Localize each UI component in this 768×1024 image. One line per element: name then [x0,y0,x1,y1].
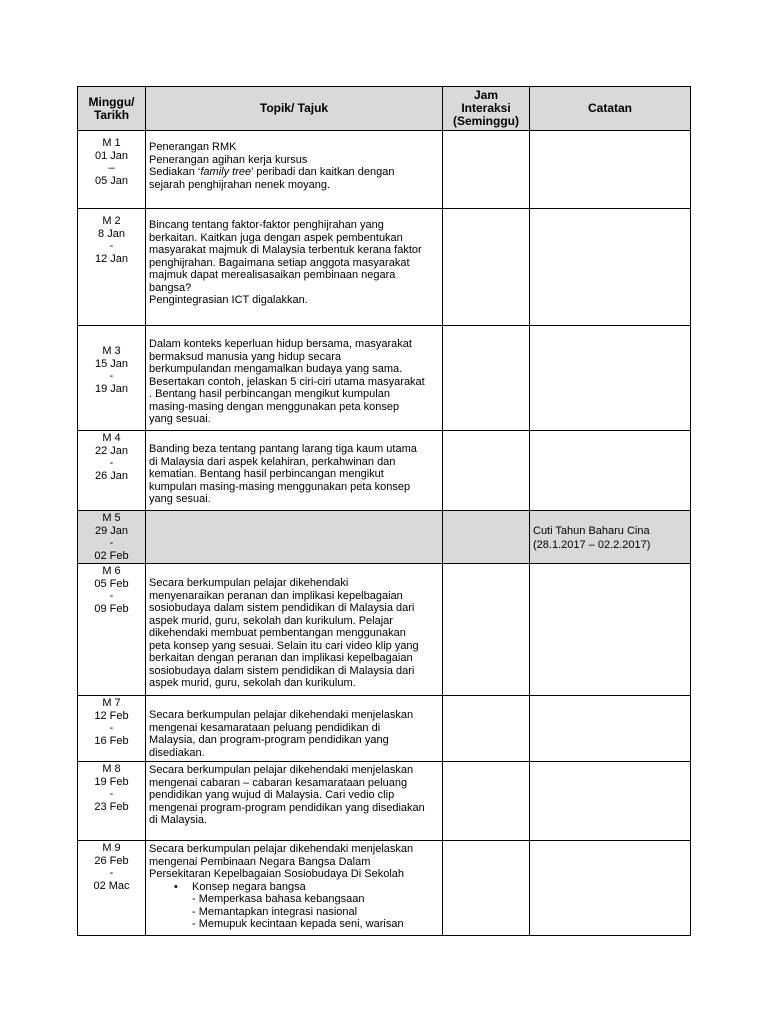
topic-line: majmuk dapat merealisasaikan pembinaan negara [149,269,396,281]
topic-line: aspek murid, guru, sekolah dan kurikulum. [149,677,356,689]
topic-line: peta konsep yang sesuai. Selain itu cari video klip yang [149,639,419,652]
week-number: M 1 [102,137,121,149]
topic-line: bangsa? [149,281,192,294]
topic-line: mengenai cabaran – cabaran kesamarataan peluang [149,776,408,789]
topic-line: pendidikan yang wujud di Malaysia. Cari vedio clip [149,789,395,801]
hours-cell [443,326,530,431]
topic-line: di Malaysia. [149,814,208,826]
topic-line: Penerangan RMK [149,141,237,153]
week-start: 01 Jan [94,149,129,162]
notes-cell [530,696,691,762]
topic-line: Banding beza tentang pantang larang tiga kaum utama [149,443,417,455]
week-end: 02 Mac [93,879,130,892]
week-end: 12 Jan [94,252,129,265]
hours-cell [443,431,530,511]
topic-bullet-list [149,881,440,894]
topic-line: Secara berkumpulan pelajar dikehendaki menjelaskan [149,843,414,855]
hours-cell [443,511,530,564]
table-row [78,131,691,209]
topic-line: mengenai Pembinaan Negara Bangsa Dalam [149,855,371,868]
header-week-line-2: Tarikh [93,107,130,122]
notes-cell [530,564,691,696]
weekly-schedule-table [77,86,691,936]
week-cell [78,696,146,762]
topic-line: masyarakat majmuk di Malaysia terbentuk kerana faktor [149,244,422,256]
topic-cell [146,131,443,209]
week-end: 16 Feb [94,734,129,747]
header-topic: Topik/ Tajuk [146,87,443,131]
week-start: 22 Jan [94,444,129,457]
topic-line: yang sesuai. [149,413,211,425]
notes-cell [530,326,691,431]
topic-line: di Malaysia dari aspek kelahiran, perkahwinan dan [149,455,396,468]
week-end: 26 Jan [94,469,129,482]
header-hours-line-3: (Seminggu) [453,114,519,128]
topic-line [149,166,440,179]
topic-line: Penerangan agihan kerja kursus [149,153,308,166]
week-sep: – [108,162,115,174]
topic-line: bermaksud manusia yang hidup secara [149,350,342,363]
topic-cell [146,762,443,841]
table-row [78,431,691,511]
week-sep: - [109,722,114,734]
week-cell [78,431,146,511]
bullet-item: • Konsep negara bangsa [149,881,440,894]
topic-line: masing-masing dengan menggunakan peta konsep [149,400,400,413]
week-start: 12 Feb [94,709,129,722]
week-cell [78,511,146,564]
topic-text: Sediakan ‘ [149,166,201,178]
header-hours-line-2: Interaksi [461,101,511,115]
topic-line: Dalam konteks keperluan hidup bersama, masyarakat [149,338,412,350]
hours-cell [443,841,530,936]
week-end: 09 Feb [94,602,129,615]
notes-cell [530,762,691,841]
topic-line: Malaysia, dan program-program pendidikan yang [149,734,389,746]
topic-line: Bincang tentang faktor-faktor penghijrahan yang [149,219,384,231]
topic-cell [146,564,443,696]
topic-cell [146,841,443,936]
header-hours [443,87,530,131]
sub-item: - Memantapkan integrasi nasional [192,905,358,918]
week-start: 29 Jan [94,524,129,537]
week-start: 8 Jan [98,227,125,240]
table-row-holiday [78,511,691,564]
week-number: M 3 [102,345,121,357]
topic-line: kumpulan masing-masing menggunakan peta konsep [149,480,411,493]
hours-cell [443,209,530,326]
week-end: 02 Feb [94,549,129,562]
topic-line: berkaitan dengan peranan dan implikasi kepelbagaian [149,652,413,664]
week-end: 05 Jan [94,174,129,187]
topic-line: aspek murid, guru, sekolah dan kurikulum. Pelajar [149,614,393,627]
week-sep: - [109,788,114,800]
header-notes: Catatan [530,87,691,131]
topic-cell [146,696,443,762]
topic-cell [146,431,443,511]
sub-item: - Memupuk kecintaan kepada seni, warisan [192,918,404,930]
table-row [78,326,691,431]
week-sep: - [109,457,114,469]
topic-line: . Bentang hasil perbincangan mengikut kumpulan [149,388,390,400]
week-end: 23 Feb [94,800,129,813]
week-number: M 2 [102,215,121,227]
note-line: Cuti Tahun Baharu Cina [533,525,650,537]
week-sep: - [109,370,114,382]
table-row [78,762,691,841]
topic-line: sejarah penghijrahan nenek moyang. [149,178,331,191]
week-number: M 7 [102,697,121,709]
week-end: 19 Jan [94,382,129,395]
topic-line: Persekitaran Kepelbagaian Sosiobudaya Di Sekolah [149,868,405,880]
header-row [78,87,691,131]
week-sep: - [109,590,114,602]
week-cell [78,209,146,326]
week-number: M 9 [102,842,121,854]
week-number: M 6 [102,565,121,577]
hours-cell [443,696,530,762]
topic-cell [146,209,443,326]
week-start: 15 Jan [94,357,129,370]
week-start: 26 Feb [94,854,129,867]
table-row [78,564,691,696]
notes-cell [530,841,691,936]
week-cell [78,326,146,431]
week-number: M 4 [102,432,121,444]
topic-line: berkaitan. Kaitkan juga dengan aspek pembentukan [149,231,403,244]
topic-line: Secara berkumpulan pelajar dikehendaki menjelaskan [149,709,414,721]
week-cell [78,131,146,209]
topic-line: penghijrahan. Bagaimana setiap anggota masyarakat [149,256,410,269]
topic-line: Secara berkumpulan pelajar dikehendaki [149,577,349,589]
topic-line: menyenaraikan peranan dan implikasi kepelbagaian [149,589,403,602]
header-hours-line-1: Jam [473,88,499,102]
note-line: (28.1.2017 – 02.2.2017) [533,539,651,551]
hours-cell [443,564,530,696]
notes-cell [530,131,691,209]
table-row [78,209,691,326]
topic-line: mengenai kesamarataan peluang pendidikan di [149,721,381,734]
header-week-line-1: Minggu/ [88,94,135,109]
topic-line: sosiobudaya dalam sistem pendidikan di Malaysia dari [149,664,415,677]
topic-line: Besertakan contoh, jelaskan 5 ciri-ciri utama masyarakat [149,375,425,388]
topic-line: Pengintegrasian ICT digalakkan. [149,294,308,306]
week-start: 19 Feb [94,775,129,788]
topic-line: Secara berkumpulan pelajar dikehendaki menjelaskan [149,764,414,776]
topic-line: dikehendaki membuat pembentangan menggunakan [149,627,406,639]
week-start: 05 Feb [94,577,129,590]
sub-item: - Memperkasa bahasa kebangsaan [192,893,365,905]
notes-cell [530,511,691,564]
week-sep: - [109,240,114,252]
topic-line: yang sesuai. [149,493,211,505]
notes-cell [530,209,691,326]
week-sep: - [109,867,114,879]
notes-cell [530,431,691,511]
topic-italic-text: family tree [200,166,252,178]
week-cell [78,564,146,696]
hours-cell [443,131,530,209]
topic-line: disediakan. [149,746,205,759]
topic-line: berkumpulandan mengamalkan budaya yang sama. [149,363,403,375]
topic-cell [146,511,443,564]
week-cell [78,841,146,936]
topic-line: sosiobudaya dalam sistem pendidikan di Malaysia dari [149,602,415,614]
week-cell [78,762,146,841]
hours-cell [443,762,530,841]
table-row [78,841,691,936]
week-number: M 8 [102,763,121,775]
week-number: M 5 [102,512,121,524]
header-week [78,87,146,131]
topic-cell [146,326,443,431]
table-row [78,696,691,762]
topic-line: kematian. Bentang hasil perbincangan mengikut [149,468,384,480]
topic-line: mengenai program-program pendidikan yang disediakan [149,801,425,814]
week-sep: - [109,537,114,549]
topic-text: ’ peribadi dan kaitkan dengan [251,166,395,178]
